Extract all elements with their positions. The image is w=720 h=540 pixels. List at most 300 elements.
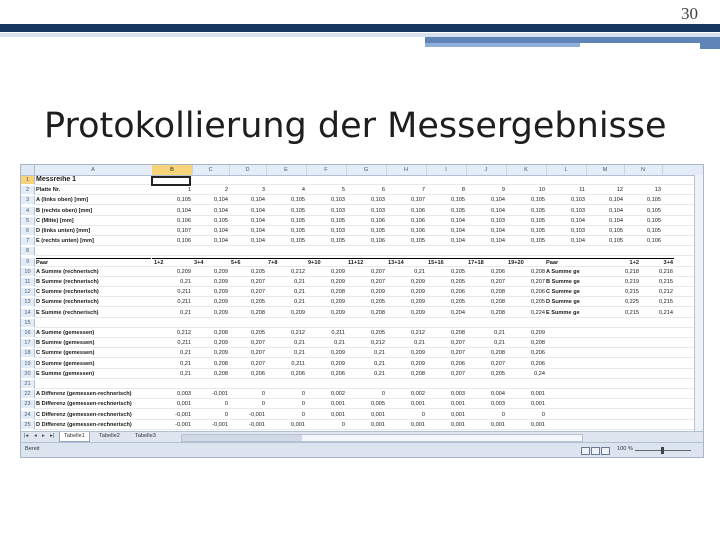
sheet-tab[interactable]: Tabelle2: [99, 433, 120, 439]
side-label-cell[interactable]: Paar: [546, 258, 604, 267]
data-cell[interactable]: 0,001: [531, 391, 545, 398]
row-label-cell[interactable]: A Summe (gemessen): [36, 330, 95, 336]
side-data-cell[interactable]: 0,215: [659, 279, 673, 285]
row-label-cell[interactable]: B Summe (rechnerisch): [36, 279, 99, 285]
data-cell[interactable]: 0,107: [411, 197, 425, 204]
data-cell[interactable]: 0,104: [609, 217, 623, 224]
column-header-a[interactable]: A: [34, 165, 153, 175]
data-cell[interactable]: 0,003: [177, 391, 191, 398]
side-label-cell[interactable]: D Summe ge: [546, 299, 580, 306]
data-cell[interactable]: 0,205: [491, 370, 505, 377]
data-cell[interactable]: 0,104: [214, 238, 228, 245]
row-label-cell[interactable]: A (links oben) [mm]: [36, 197, 89, 204]
data-cell[interactable]: 0,211: [177, 340, 191, 347]
side-data-cell[interactable]: 0,215: [659, 299, 673, 306]
data-cell[interactable]: 0,001: [531, 421, 545, 428]
data-cell[interactable]: 0,106: [177, 217, 191, 224]
data-cell[interactable]: 0,209: [411, 350, 425, 357]
data-cell[interactable]: 0,21: [294, 350, 305, 357]
row-label-cell[interactable]: E Summe (rechnerisch): [36, 309, 99, 316]
row-label-cell[interactable]: B Differenz (gemessen-rechnerisch): [36, 401, 132, 408]
data-cell[interactable]: 0,104: [177, 207, 191, 214]
data-cell[interactable]: 0,208: [331, 289, 345, 296]
data-cell[interactable]: 0,209: [411, 289, 425, 296]
data-cell[interactable]: 0,206: [531, 360, 545, 367]
data-cell[interactable]: 0,106: [371, 238, 385, 245]
data-cell[interactable]: 0: [261, 391, 265, 398]
row-header[interactable]: 13: [21, 298, 35, 306]
data-cell[interactable]: 0,206: [251, 370, 265, 377]
data-cell[interactable]: 0,001: [411, 421, 425, 428]
data-cell[interactable]: 13: [654, 187, 661, 194]
data-cell[interactable]: 0,207: [491, 360, 505, 367]
data-cell[interactable]: 0,207: [451, 370, 465, 377]
data-cell[interactable]: 2: [224, 187, 228, 194]
next-sheet-arrow-icon[interactable]: ▸: [42, 433, 45, 439]
data-cell[interactable]: 0,105: [647, 228, 661, 234]
data-cell[interactable]: 0,208: [214, 370, 228, 377]
select-all-corner[interactable]: [21, 165, 35, 175]
data-cell[interactable]: 0,104: [491, 197, 505, 204]
data-cell[interactable]: 0: [261, 401, 265, 408]
data-cell[interactable]: 0,209: [411, 279, 425, 285]
row-label-cell[interactable]: C Summe (gemessen): [36, 350, 95, 357]
data-cell[interactable]: 0,105: [331, 238, 345, 245]
data-cell[interactable]: 0: [541, 411, 545, 418]
data-cell[interactable]: 15+16: [426, 258, 466, 266]
data-cell[interactable]: 0,209: [177, 268, 191, 275]
row-header[interactable]: 7: [21, 237, 35, 245]
data-cell[interactable]: -0,001: [249, 421, 265, 428]
data-cell[interactable]: 0,208: [491, 299, 505, 306]
data-cell[interactable]: 0,104: [214, 207, 228, 214]
row-header[interactable]: 9: [21, 258, 35, 266]
data-cell[interactable]: 0,207: [251, 340, 265, 347]
column-header-i[interactable]: I: [426, 165, 467, 175]
row-label-cell[interactable]: Platte Nr.: [36, 187, 61, 194]
data-cell[interactable]: 7+8: [266, 258, 306, 266]
data-cell[interactable]: 0,103: [571, 207, 585, 214]
row-label-cell[interactable]: A Differenz (gemessen-rechnerisch): [36, 391, 132, 398]
side-label-cell[interactable]: C Summe ge: [546, 289, 580, 296]
row-header[interactable]: 25: [21, 421, 35, 429]
data-cell[interactable]: 0,104: [491, 238, 505, 245]
data-cell[interactable]: 12: [616, 187, 623, 194]
data-cell[interactable]: 0,104: [214, 197, 228, 204]
data-cell[interactable]: 0,211: [177, 289, 191, 296]
data-cell[interactable]: 0,21: [494, 340, 505, 347]
sheet-tab[interactable]: Tabelle3: [135, 433, 156, 439]
data-cell[interactable]: 0,106: [411, 207, 425, 214]
data-cell[interactable]: 0,105: [291, 207, 305, 214]
side-label-cell[interactable]: A Summe ge: [546, 268, 580, 275]
data-cell[interactable]: 0,104: [214, 228, 228, 234]
row-label-cell[interactable]: D Summe (gemessen): [36, 360, 95, 367]
data-cell[interactable]: -0,001: [212, 391, 228, 398]
data-cell[interactable]: 0,105: [531, 197, 545, 204]
row-header[interactable]: 15: [21, 319, 35, 327]
row-header[interactable]: 22: [21, 390, 35, 398]
row-header[interactable]: 16: [21, 329, 35, 337]
data-cell[interactable]: 0,209: [411, 360, 425, 367]
row-header[interactable]: 4: [21, 207, 35, 215]
data-cell[interactable]: 0,207: [451, 340, 465, 347]
data-cell[interactable]: 0,208: [251, 309, 265, 316]
horizontal-scroll-thumb[interactable]: [182, 435, 302, 441]
data-cell[interactable]: 0,208: [451, 330, 465, 336]
row-header[interactable]: 11: [21, 278, 35, 286]
data-cell[interactable]: 8: [461, 187, 465, 194]
data-cell[interactable]: 0,205: [251, 268, 265, 275]
data-cell[interactable]: 0,103: [371, 207, 385, 214]
row-header[interactable]: 5: [21, 217, 35, 225]
data-cell[interactable]: 19+20: [506, 258, 546, 266]
data-cell[interactable]: 0,209: [214, 299, 228, 306]
data-cell[interactable]: 0,21: [374, 350, 385, 357]
data-cell[interactable]: 0,207: [251, 279, 265, 285]
side-data-cell[interactable]: 0,215: [625, 289, 639, 296]
data-cell[interactable]: 0,208: [491, 289, 505, 296]
row-header[interactable]: 24: [21, 411, 35, 419]
row-label-cell[interactable]: D Summe (rechnerisch): [36, 299, 99, 306]
side-data-cell[interactable]: 1+2: [604, 258, 640, 266]
data-cell[interactable]: 0,103: [571, 228, 585, 234]
row-header[interactable]: 23: [21, 400, 35, 408]
horizontal-scrollbar[interactable]: [181, 434, 583, 442]
data-cell[interactable]: 0,209: [411, 299, 425, 306]
data-cell[interactable]: 0,103: [571, 197, 585, 204]
data-cell[interactable]: 0,21: [374, 370, 385, 377]
data-cell[interactable]: 0,209: [331, 299, 345, 306]
data-cell[interactable]: 0,105: [531, 228, 545, 234]
data-cell[interactable]: 0,205: [371, 299, 385, 306]
data-cell[interactable]: 0: [301, 401, 305, 408]
side-data-cell[interactable]: 0,225: [625, 299, 639, 306]
data-cell[interactable]: 0,105: [609, 238, 623, 245]
row-header[interactable]: 17: [21, 339, 35, 347]
data-cell[interactable]: 0,21: [180, 360, 191, 367]
data-cell[interactable]: -0,001: [249, 411, 265, 418]
data-cell[interactable]: 0,104: [251, 197, 265, 204]
data-cell[interactable]: 0,104: [571, 217, 585, 224]
data-cell[interactable]: 0,207: [491, 279, 505, 285]
data-cell[interactable]: 0,104: [451, 228, 465, 234]
data-cell[interactable]: 0,107: [177, 228, 191, 234]
data-cell[interactable]: 0,104: [251, 217, 265, 224]
data-cell[interactable]: 0,104: [571, 238, 585, 245]
data-cell[interactable]: 0,21: [334, 340, 345, 347]
data-cell[interactable]: 0,207: [251, 360, 265, 367]
data-cell[interactable]: 0,104: [251, 238, 265, 245]
row-header[interactable]: 3: [21, 196, 35, 204]
data-cell[interactable]: 0,21: [180, 279, 191, 285]
data-cell[interactable]: 0,106: [411, 217, 425, 224]
side-data-cell[interactable]: 0,212: [659, 289, 673, 296]
row-label-cell[interactable]: C Summe (rechnerisch): [36, 289, 99, 296]
row-header[interactable]: 14: [21, 309, 35, 317]
data-cell[interactable]: 0,106: [371, 217, 385, 224]
data-cell[interactable]: 0: [224, 411, 228, 418]
data-cell[interactable]: 0,211: [291, 360, 305, 367]
data-cell[interactable]: 0,206: [451, 289, 465, 296]
data-cell[interactable]: 0,21: [294, 340, 305, 347]
row-label-cell[interactable]: Paar: [36, 258, 151, 267]
page-break-view-icon[interactable]: [601, 447, 610, 455]
data-cell[interactable]: 0,105: [451, 207, 465, 214]
column-header-b[interactable]: B: [152, 165, 193, 175]
side-data-cell[interactable]: 0,219: [625, 279, 639, 285]
data-cell[interactable]: 0,209: [331, 309, 345, 316]
data-cell[interactable]: 0,103: [331, 197, 345, 204]
data-cell[interactable]: 0,001: [291, 421, 305, 428]
data-cell[interactable]: 0,105: [177, 197, 191, 204]
data-cell[interactable]: 0,001: [451, 421, 465, 428]
page-layout-view-icon[interactable]: [591, 447, 600, 455]
data-cell[interactable]: 0,208: [531, 340, 545, 347]
last-sheet-arrow-icon[interactable]: ▸|: [50, 433, 55, 439]
data-cell[interactable]: 9+10: [306, 258, 346, 266]
data-cell[interactable]: 0,212: [291, 268, 305, 275]
data-cell[interactable]: 0,212: [177, 330, 191, 336]
row-label-cell[interactable]: A Summe (rechnerisch): [36, 268, 99, 275]
row-label-cell[interactable]: E Summe (gemessen): [36, 370, 95, 377]
data-cell[interactable]: 0,105: [647, 197, 661, 204]
first-sheet-arrow-icon[interactable]: |◂: [24, 433, 29, 439]
data-cell[interactable]: 0,105: [647, 207, 661, 214]
data-cell[interactable]: 0,105: [214, 217, 228, 224]
row-header[interactable]: 18: [21, 349, 35, 357]
data-cell[interactable]: 5: [341, 187, 345, 194]
data-cell[interactable]: 5+6: [229, 258, 266, 266]
row-header[interactable]: 20: [21, 370, 35, 378]
data-cell[interactable]: 0,104: [451, 238, 465, 245]
column-header-n[interactable]: N: [624, 165, 663, 175]
data-cell[interactable]: 0,21: [294, 279, 305, 285]
data-cell[interactable]: 0,105: [291, 217, 305, 224]
data-cell[interactable]: 0,001: [331, 411, 345, 418]
data-cell[interactable]: 0,209: [214, 279, 228, 285]
data-cell[interactable]: 0,209: [214, 289, 228, 296]
data-cell[interactable]: 0,206: [531, 350, 545, 357]
data-cell[interactable]: 0: [224, 401, 228, 408]
data-cell[interactable]: 0,209: [214, 309, 228, 316]
data-cell[interactable]: 0,208: [214, 330, 228, 336]
data-cell[interactable]: 0,211: [331, 330, 345, 336]
row-header[interactable]: 1: [21, 176, 35, 184]
row-label-cell[interactable]: B (rechts oben) [mm]: [36, 207, 93, 214]
column-header-l[interactable]: L: [546, 165, 587, 175]
data-cell[interactable]: 0,208: [531, 268, 545, 275]
data-cell[interactable]: 0,206: [451, 360, 465, 367]
data-cell[interactable]: 0: [341, 421, 345, 428]
data-cell[interactable]: 0: [381, 391, 385, 398]
data-cell[interactable]: 0,103: [331, 207, 345, 214]
data-cell[interactable]: 0,001: [411, 401, 425, 408]
row-label-cell[interactable]: B Summe (gemessen): [36, 340, 95, 347]
data-cell[interactable]: 0,204: [451, 309, 465, 316]
data-cell[interactable]: 0,21: [180, 350, 191, 357]
data-cell[interactable]: 0,001: [451, 401, 465, 408]
data-cell[interactable]: 0,209: [214, 268, 228, 275]
data-cell[interactable]: 0,105: [371, 228, 385, 234]
data-cell[interactable]: 0,104: [609, 197, 623, 204]
data-cell[interactable]: 0,105: [411, 238, 425, 245]
prev-sheet-arrow-icon[interactable]: ◂: [34, 433, 37, 439]
column-header-g[interactable]: G: [346, 165, 387, 175]
data-cell[interactable]: 0,001: [371, 421, 385, 428]
data-cell[interactable]: 0,105: [647, 217, 661, 224]
data-cell[interactable]: -0,001: [175, 421, 191, 428]
data-cell[interactable]: 0,104: [251, 228, 265, 234]
data-cell[interactable]: 0,209: [331, 360, 345, 367]
data-cell[interactable]: 0,21: [414, 268, 425, 275]
data-cell[interactable]: 0,103: [331, 228, 345, 234]
data-cell[interactable]: 0,104: [491, 228, 505, 234]
data-cell[interactable]: 0,205: [371, 330, 385, 336]
side-data-cell[interactable]: 0,216: [659, 268, 673, 275]
data-cell[interactable]: 0,208: [214, 360, 228, 367]
data-cell[interactable]: 0,105: [531, 238, 545, 245]
normal-view-icon[interactable]: [581, 447, 590, 455]
data-cell[interactable]: 0,105: [451, 197, 465, 204]
data-cell[interactable]: 0,105: [531, 207, 545, 214]
data-cell[interactable]: 0,209: [411, 309, 425, 316]
data-cell[interactable]: 0,104: [491, 207, 505, 214]
row-label-cell[interactable]: [36, 247, 151, 255]
row-header[interactable]: 2: [21, 186, 35, 194]
data-cell[interactable]: 0,21: [180, 309, 191, 316]
data-cell[interactable]: 3+4: [192, 258, 229, 266]
zoom-slider-handle[interactable]: [661, 447, 664, 454]
data-cell[interactable]: 0: [301, 391, 305, 398]
data-cell[interactable]: 0,208: [411, 370, 425, 377]
data-cell[interactable]: 1+2: [152, 258, 192, 266]
row-header[interactable]: 8: [21, 247, 35, 255]
data-cell[interactable]: 0,21: [294, 299, 305, 306]
vertical-scrollbar[interactable]: [694, 175, 703, 431]
column-header-e[interactable]: E: [266, 165, 307, 175]
data-cell[interactable]: 0,21: [180, 370, 191, 377]
data-cell[interactable]: 0,106: [411, 228, 425, 234]
data-cell[interactable]: 0,207: [371, 268, 385, 275]
data-cell[interactable]: 0: [421, 411, 425, 418]
data-cell[interactable]: 0,209: [531, 330, 545, 336]
data-cell[interactable]: 0,212: [371, 340, 385, 347]
data-cell[interactable]: 7: [421, 187, 425, 194]
data-cell[interactable]: 11: [579, 187, 585, 194]
row-header[interactable]: 19: [21, 360, 35, 368]
data-cell[interactable]: 0,209: [214, 350, 228, 357]
data-cell[interactable]: 0,206: [531, 289, 545, 296]
row-label-cell[interactable]: [36, 319, 151, 327]
data-cell[interactable]: 0,105: [331, 217, 345, 224]
row-label-cell[interactable]: D Differenz (gemessen-rechnerisch): [36, 421, 132, 428]
data-cell[interactable]: 0,209: [331, 350, 345, 357]
data-cell[interactable]: 9: [501, 187, 505, 194]
data-cell[interactable]: 0,209: [331, 268, 345, 275]
row-label-cell[interactable]: C Differenz (gemessen-rechnerisch): [36, 411, 132, 418]
data-cell[interactable]: 0,001: [331, 401, 345, 408]
data-cell[interactable]: 6: [381, 187, 385, 194]
row-label-cell[interactable]: [36, 380, 151, 388]
data-cell[interactable]: 4: [301, 187, 305, 194]
data-cell[interactable]: 0,208: [371, 309, 385, 316]
data-cell[interactable]: 0: [301, 411, 305, 418]
data-cell[interactable]: 0,224: [531, 309, 545, 316]
data-cell[interactable]: 0,209: [214, 340, 228, 347]
data-cell[interactable]: 0,21: [414, 340, 425, 347]
column-header-h[interactable]: H: [386, 165, 427, 175]
data-cell[interactable]: -0,001: [175, 411, 191, 418]
sheet-tab[interactable]: Tabelle1: [59, 432, 90, 442]
side-data-cell[interactable]: 3+4: [640, 258, 674, 266]
column-header-j[interactable]: J: [466, 165, 507, 175]
side-label-cell[interactable]: B Summe ge: [546, 279, 580, 285]
data-cell[interactable]: 0,106: [177, 238, 191, 245]
data-cell[interactable]: 0,105: [609, 228, 623, 234]
data-cell[interactable]: 0,206: [491, 268, 505, 275]
data-cell[interactable]: 0,104: [451, 217, 465, 224]
row-label-cell[interactable]: E (rechts unten) [mm]: [36, 238, 94, 245]
data-cell[interactable]: 0,001: [177, 401, 191, 408]
data-cell[interactable]: 0,207: [371, 279, 385, 285]
data-cell[interactable]: 0,002: [331, 391, 345, 398]
data-cell[interactable]: 0,001: [491, 421, 505, 428]
row-header[interactable]: 6: [21, 227, 35, 235]
data-cell[interactable]: 0,207: [251, 350, 265, 357]
data-cell[interactable]: 1: [187, 187, 191, 194]
side-data-cell[interactable]: 0,214: [659, 309, 673, 316]
data-cell[interactable]: 0,106: [647, 238, 661, 245]
data-cell[interactable]: 0,001: [371, 411, 385, 418]
row-label-cell[interactable]: C (Mitte) [mm]: [36, 217, 74, 224]
data-cell[interactable]: 0,105: [291, 228, 305, 234]
data-cell[interactable]: 0,211: [177, 299, 191, 306]
data-cell[interactable]: 0,002: [411, 391, 425, 398]
row-label-cell[interactable]: D (links unten) [mm]: [36, 228, 91, 234]
data-cell[interactable]: 0,205: [251, 330, 265, 336]
data-cell[interactable]: 0,209: [291, 309, 305, 316]
data-cell[interactable]: 0,105: [291, 238, 305, 245]
column-header-f[interactable]: F: [306, 165, 347, 175]
data-cell[interactable]: 0,205: [451, 268, 465, 275]
data-cell[interactable]: 0,209: [371, 289, 385, 296]
data-cell[interactable]: 0,207: [251, 289, 265, 296]
data-cell[interactable]: 0,205: [251, 299, 265, 306]
data-cell[interactable]: 0: [501, 411, 505, 418]
data-cell[interactable]: 0,105: [531, 217, 545, 224]
data-cell[interactable]: 0,21: [494, 330, 505, 336]
data-cell[interactable]: 0,212: [411, 330, 425, 336]
data-cell[interactable]: 0,105: [291, 197, 305, 204]
data-cell[interactable]: 0,003: [491, 401, 505, 408]
data-cell[interactable]: 0,205: [451, 299, 465, 306]
data-cell[interactable]: 3: [261, 187, 265, 194]
data-cell[interactable]: 13+14: [386, 258, 426, 266]
column-header-d[interactable]: D: [229, 165, 267, 175]
row-label-cell[interactable]: Messreihe 1: [36, 176, 77, 183]
data-cell[interactable]: 10: [538, 187, 545, 194]
data-cell[interactable]: 0,208: [491, 350, 505, 357]
data-cell[interactable]: 0,001: [451, 411, 465, 418]
data-cell[interactable]: 0,206: [331, 370, 345, 377]
data-cell[interactable]: 0,104: [251, 207, 265, 214]
data-cell[interactable]: 0,003: [451, 391, 465, 398]
data-cell[interactable]: 17+18: [466, 258, 506, 266]
data-cell[interactable]: 0,205: [531, 299, 545, 306]
data-cell[interactable]: 0,103: [371, 197, 385, 204]
data-cell[interactable]: 0,104: [609, 207, 623, 214]
